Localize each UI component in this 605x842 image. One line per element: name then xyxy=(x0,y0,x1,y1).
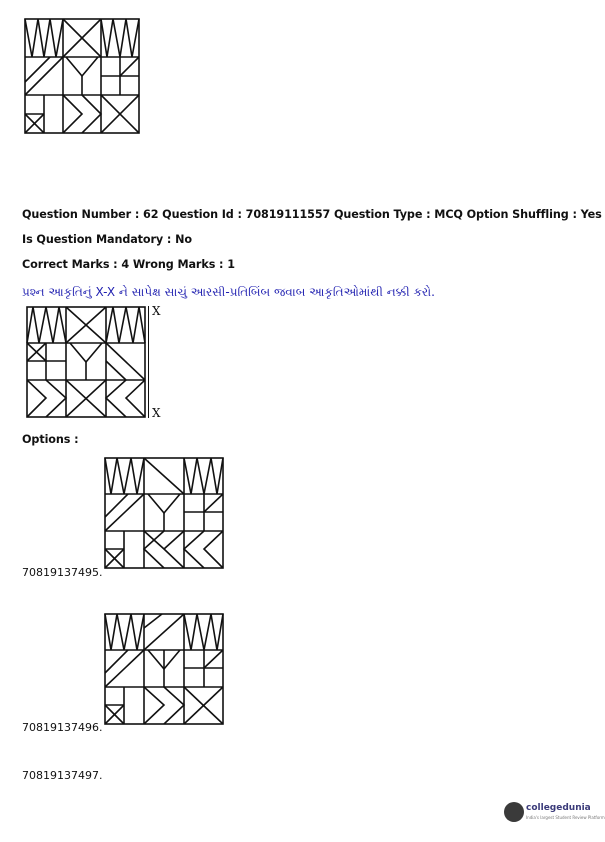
logo-mark-icon xyxy=(504,802,524,822)
mirror-line xyxy=(148,306,149,418)
question-figure xyxy=(26,306,146,418)
logo-name: collegedunia xyxy=(526,803,591,813)
option-3-id: 70819137497. xyxy=(22,769,103,782)
collegedunia-logo xyxy=(504,800,605,824)
question-meta-line: Question Number : 62 Question Id : 70819111557 Question Type : MCQ Option Shuffling : Yes xyxy=(22,208,602,221)
option-2-id: 70819137496. xyxy=(22,721,103,734)
question-text: પ્રશ્ન આકૃતિનું X-X ને સાપેક્ષ સાચું આરસી-પ્રતિબિંબ જવાબ આકૃતિઓમાંથી નક્કી કરો. xyxy=(22,285,435,299)
previous-option-figure xyxy=(24,18,140,134)
option-1-figure[interactable] xyxy=(104,457,224,569)
logo-tagline: India's largest Student Review Platform xyxy=(526,815,605,820)
mirror-label-top: X xyxy=(152,304,161,318)
option-2-figure[interactable] xyxy=(104,613,224,725)
options-heading: Options : xyxy=(22,433,79,446)
mirror-label-bottom: X xyxy=(152,406,161,420)
mandatory-line: Is Question Mandatory : No xyxy=(22,233,192,246)
marks-line: Correct Marks : 4 Wrong Marks : 1 xyxy=(22,258,235,271)
option-1-id: 70819137495. xyxy=(22,566,103,579)
